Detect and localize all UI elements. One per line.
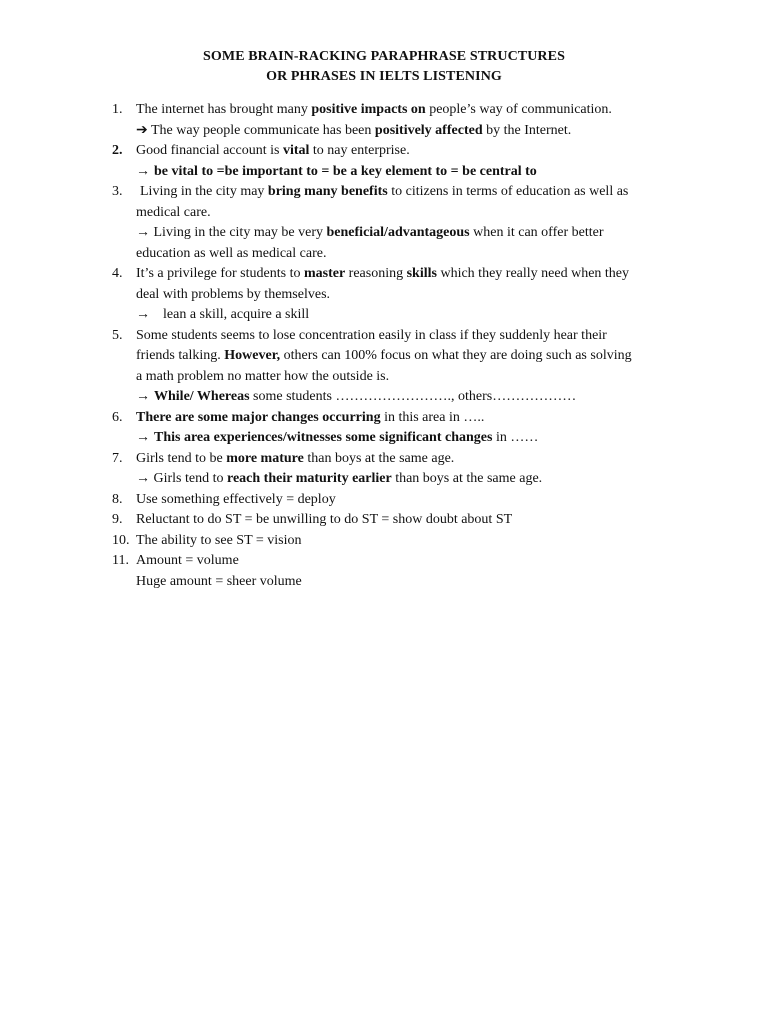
item-text: It’s a privilege for students to master reasoning skills which they really need when they (136, 266, 630, 281)
item-text: Some students seems to lose concentration easily in class if they suddenly hear their (136, 327, 607, 343)
list-item-1 (0, 100, 676, 141)
item-text: Use something effectively = deploy (136, 491, 336, 507)
arrow-icon: ➔ (136, 122, 148, 138)
list-item-9 (0, 510, 676, 531)
arrow-icon: → (136, 163, 150, 179)
item-text-continued: Huge amount = sheer volume (136, 573, 302, 589)
item-paraphrase: → be vital to =be important to = be a key element to = be central to (136, 162, 676, 183)
item-text: Living in the city may bring many benefits to citizens in terms of education as well as (140, 184, 629, 199)
arrow-icon: → (136, 389, 150, 404)
item-text-continued: a math problem no matter how the outside is. (136, 368, 390, 384)
item-text: Good financial account is vital to nay enterprise. (136, 143, 410, 158)
item-number: 6. (112, 409, 123, 425)
arrow-icon: → (136, 307, 150, 322)
item-number: 5. (112, 327, 123, 343)
list-item-11 (0, 551, 676, 592)
item-text: The internet has brought many positive impacts on people’s way of communication. (136, 102, 612, 117)
item-number: 7. (112, 450, 123, 466)
item-paraphrase: → While/ Whereas some students ……………………., others……………… (136, 387, 676, 408)
list-item-4 (0, 264, 676, 326)
title-line-2: OR PHRASES IN IELTS LISTENING (266, 69, 502, 84)
item-number: 4. (112, 266, 123, 281)
item-paraphrase: → lean a skill, acquire a skill (136, 305, 676, 326)
item-text-continued: deal with problems by themselves. (136, 286, 331, 302)
list-item-10 (0, 531, 676, 552)
arrow-icon: → (136, 225, 150, 240)
item-text: Reluctant to do ST = be unwilling to do ST = show doubt about ST (136, 512, 513, 527)
item-paraphrase: → This area experiences/witnesses some significant changes in …… (136, 428, 676, 449)
item-number: 8. (112, 491, 123, 507)
paraphrase-list (0, 100, 768, 592)
list-item-5 (0, 326, 676, 408)
list-item-6 (0, 408, 676, 449)
arrow-icon: → (136, 430, 150, 445)
item-number: 1. (112, 102, 123, 117)
item-number: 3. (112, 184, 123, 199)
item-paraphrase-continued: education as well as medical care. (136, 245, 327, 261)
item-text: The ability to see ST = vision (136, 532, 302, 548)
item-number: 11. (112, 553, 129, 568)
item-text: Amount = volume (136, 553, 239, 568)
title-line-1: SOME BRAIN-RACKING PARAPHRASE STRUCTURES (203, 49, 565, 64)
item-text-continued: friends talking. However, others can 100% focus on what they are doing such as solving (136, 348, 632, 363)
item-number: 9. (112, 512, 123, 527)
item-text-continued: medical care. (136, 204, 211, 220)
item-paraphrase: → Living in the city may be very beneficial/advantageous when it can offer better (136, 225, 604, 240)
item-paraphrase: → Girls tend to reach their maturity earlier than boys at the same age. (136, 471, 543, 486)
list-item-7 (0, 449, 676, 490)
item-number: 10. (112, 532, 130, 548)
list-item-3 (0, 182, 676, 264)
list-item-2 (0, 141, 676, 182)
list-item-8 (0, 490, 676, 511)
item-text: There are some major changes occurring in this area in ….. (136, 409, 485, 425)
item-paraphrase: ➔ The way people communicate has been positively affected by the Internet. (136, 122, 572, 138)
arrow-icon: → (136, 471, 150, 486)
page-title (0, 47, 768, 87)
item-text: Girls tend to be more mature than boys at the same age. (136, 450, 455, 466)
item-number: 2. (112, 143, 123, 158)
